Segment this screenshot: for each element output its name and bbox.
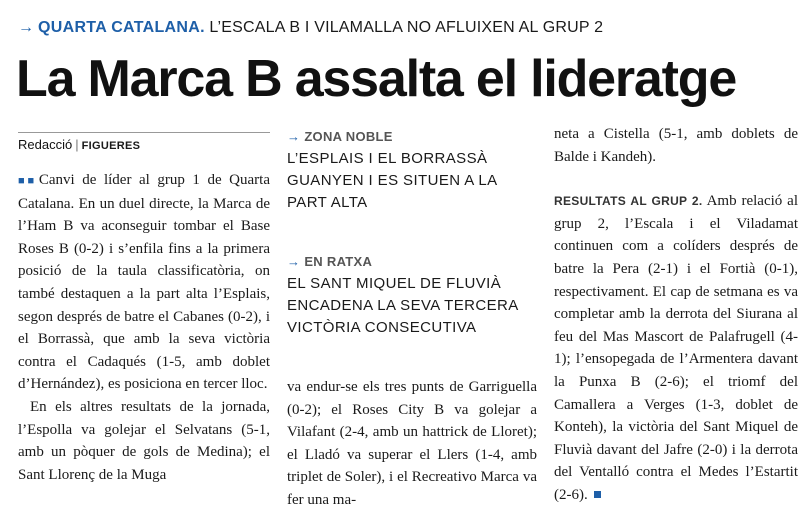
highlight-label-text: ZONA NOBLE (304, 129, 393, 144)
paragraph-2-end: neta a Cistella (5-1, amb doblets de Balde i Kandeh). (554, 126, 798, 165)
headline: La Marca B assalta el lideratge (16, 50, 737, 108)
paragraph-1-text: Canvi de líder al grup 1 de Quarta Catalana. En un duel directe, la Marca de l’Ham B va aconseguir tombar el Base Roses B (0-2) i s’enfila fins a la primera posició de la taula classificatòria, on també destaquen a la part alta l’Esplais, segon després de batre el Cabanes (0-2), i el Borrassà, que amb la seva victòria contra el Cadaqués (1-5, amb doblet d’Hernández), es posiciona en tercer lloc. (18, 172, 270, 393)
highlight-en-ratxa (287, 253, 537, 339)
article-column-1 (18, 169, 270, 486)
highlight-text: L’ESPLAIS I EL BORRASSÀ GUANYEN I ES SITUEN A LA PART ALTA (287, 150, 497, 211)
highlight-text: EL SANT MIQUEL DE FLUVIÀ ENCADENA LA SEVA TERCERA VICTÒRIA CONSECUTIVA (287, 275, 518, 336)
article-column-3 (554, 123, 798, 507)
byline-location: FIGUERES (81, 140, 141, 152)
subhead-runin: RESULTATS AL GRUP 2. (554, 194, 703, 209)
arrow-right-icon: → (287, 129, 301, 144)
paragraph-3-text: Amb relació al grup 2, l’Escala i el Viladamat continuen com a colíders després de batre la Pera (2-1) i el Fortià (0-1), respectivament. El cap de setmana es va completar amb la derrota del Siurana al feu del Mas Mascort de Palafrugell (4-1); l’ensopegada de l’Armentera davant la Punxa B (2-6); el triomf del Camallera a Verges (1-3, doblet de Konteh), la victòria del Sant Miquel de Fluvià davant del Jafre (2-0) i la derrota del Ventalló contra el Medes l’Estartit (2-6). (554, 193, 798, 503)
double-square-icon: ■■ (18, 175, 37, 187)
article-column-2 (287, 376, 537, 512)
highlight-label (287, 128, 537, 146)
lead-paragraph (18, 169, 270, 396)
highlight-zona-noble (287, 128, 537, 214)
highlight-label-text: EN RATXA (304, 254, 373, 269)
paragraph-3 (554, 190, 798, 506)
byline-separator: | (75, 137, 79, 152)
paragraph-2-start: En els altres resultats de la jornada, l’Espolla va golejar el Selvatans (5-1, amb un pòquer de gols de Medina); el Sant Llorenç de la Muga (18, 398, 270, 483)
kicker-subtitle: L’ESCALA B I VILAMALLA NO AFLUIXEN AL GRUP 2 (209, 19, 604, 36)
arrow-right-icon: → (287, 254, 301, 269)
kicker (18, 17, 603, 39)
highlight-label (287, 253, 537, 271)
end-square-icon (594, 491, 601, 498)
kicker-section: QUARTA CATALANA. (38, 19, 205, 36)
arrow-right-icon: → (18, 19, 34, 36)
byline-author: Redacció (18, 137, 73, 152)
byline (18, 132, 270, 155)
paragraph-2-middle: va endur-se els tres punts de Garriguella (0-2); el Roses City B va golejar a Vilafant (2-4, amb un hattrick de Lloret); el Lladó va superar el Llers (1-4, amb triplet de Soler), i el Recreativo Marca va fer una ma- (287, 379, 537, 508)
